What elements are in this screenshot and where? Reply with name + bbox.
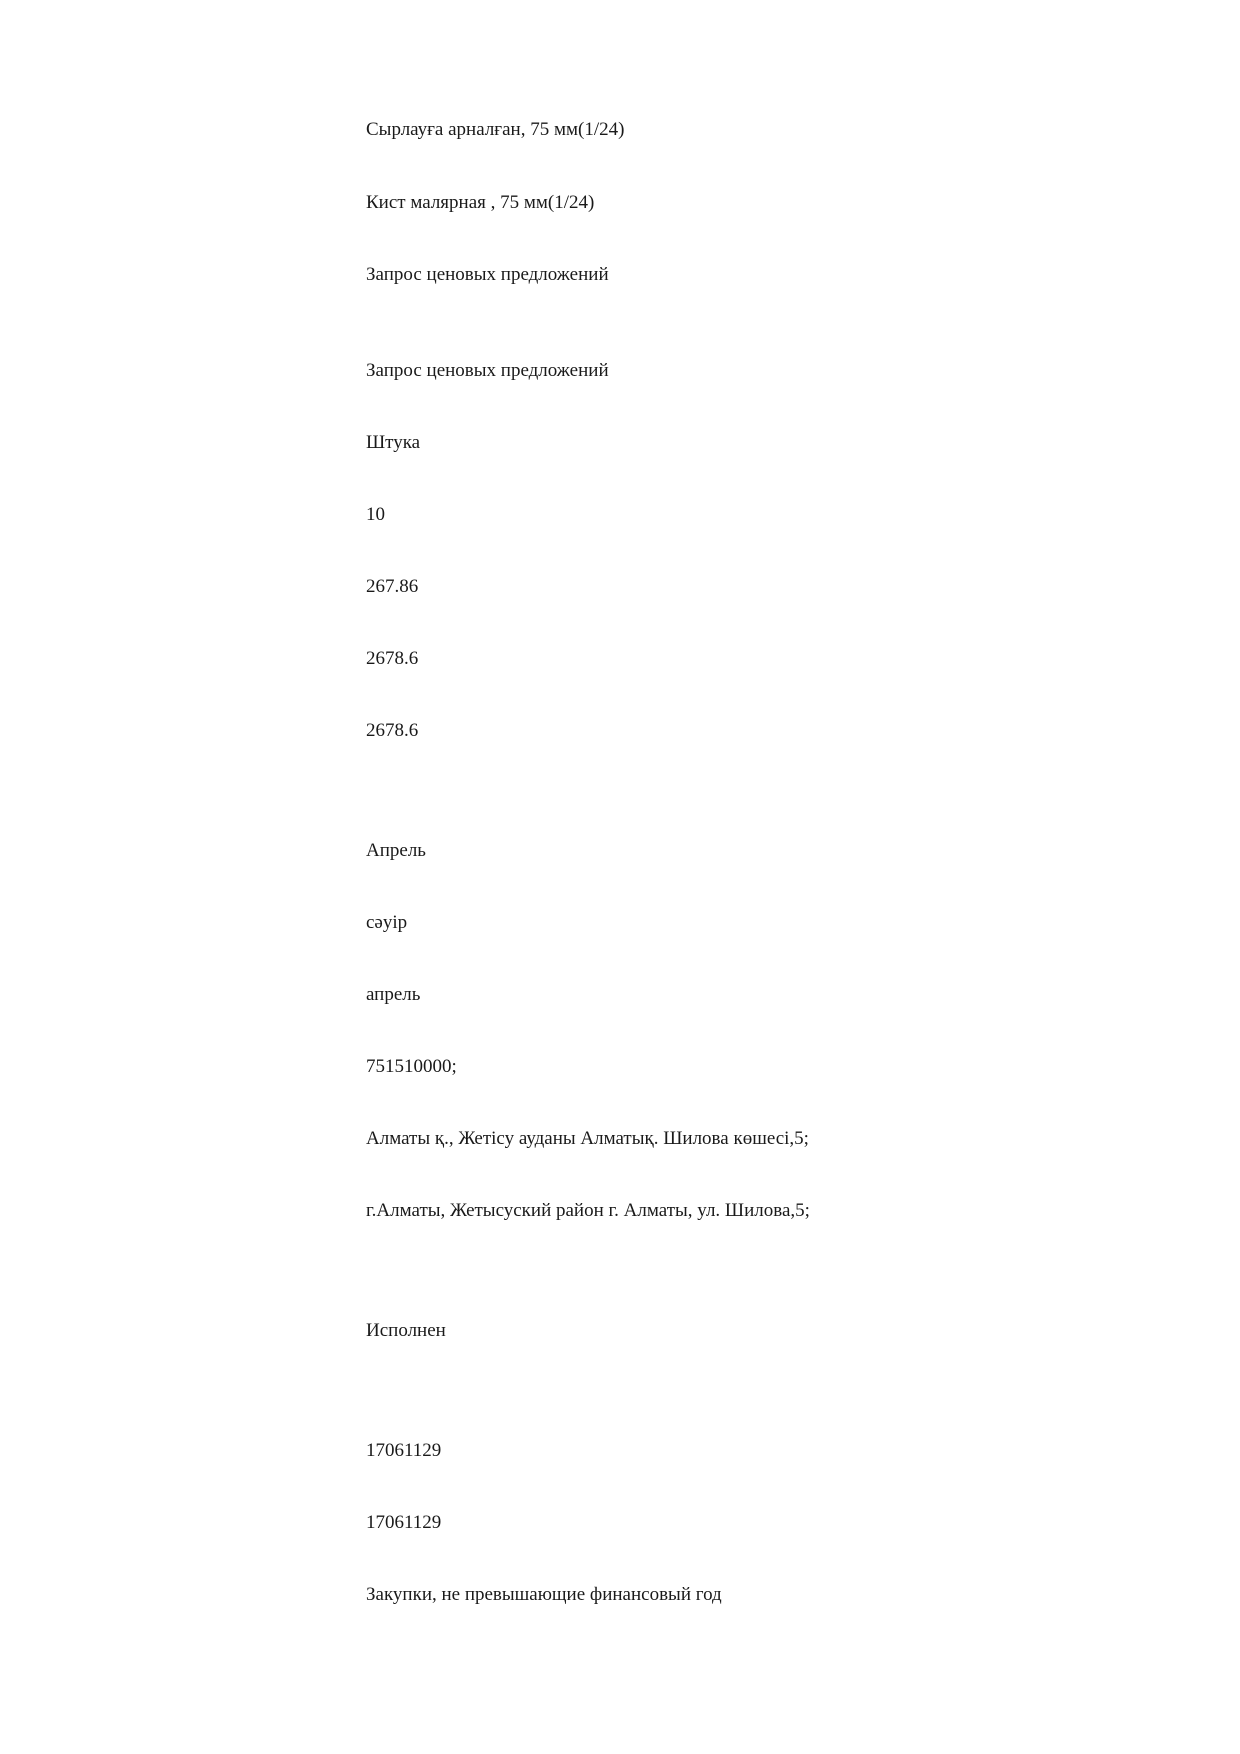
unit-of-measure: Штука <box>366 432 421 453</box>
location-code: 751510000; <box>366 1056 457 1077</box>
unit-price: 267.86 <box>366 576 419 597</box>
month: Апрель <box>366 840 426 861</box>
delivery-month-russian: апрель <box>366 984 421 1005</box>
procurement-type: Закупки, не превышающие финансовый год <box>366 1584 722 1605</box>
delivery-month-kazakh: сәуір <box>366 912 408 933</box>
procurement-method-kazakh: Запрос ценовых предложений <box>366 264 609 285</box>
delivery-address-kazakh: Алматы қ., Жетісу ауданы Алматық. Шилова көшесі,5; <box>366 1128 809 1149</box>
delivery-address-russian: г.Алматы, Жетысуский район г. Алматы, ул. Шилова,5; <box>366 1200 810 1221</box>
item-name-kazakh: Сырлауға арналған, 75 мм(1/24) <box>366 119 625 140</box>
total-amount: 2678.6 <box>366 648 419 669</box>
planned-amount: 2678.6 <box>366 720 419 741</box>
identifier: 17061129 <box>366 1440 442 1461</box>
procurement-method-russian: Запрос ценовых предложений <box>366 360 609 381</box>
status: Исполнен <box>366 1320 446 1341</box>
quantity: 10 <box>366 504 385 525</box>
item-name-russian: Кист малярная , 75 мм(1/24) <box>366 192 595 213</box>
identifier-repeat: 17061129 <box>366 1512 442 1533</box>
